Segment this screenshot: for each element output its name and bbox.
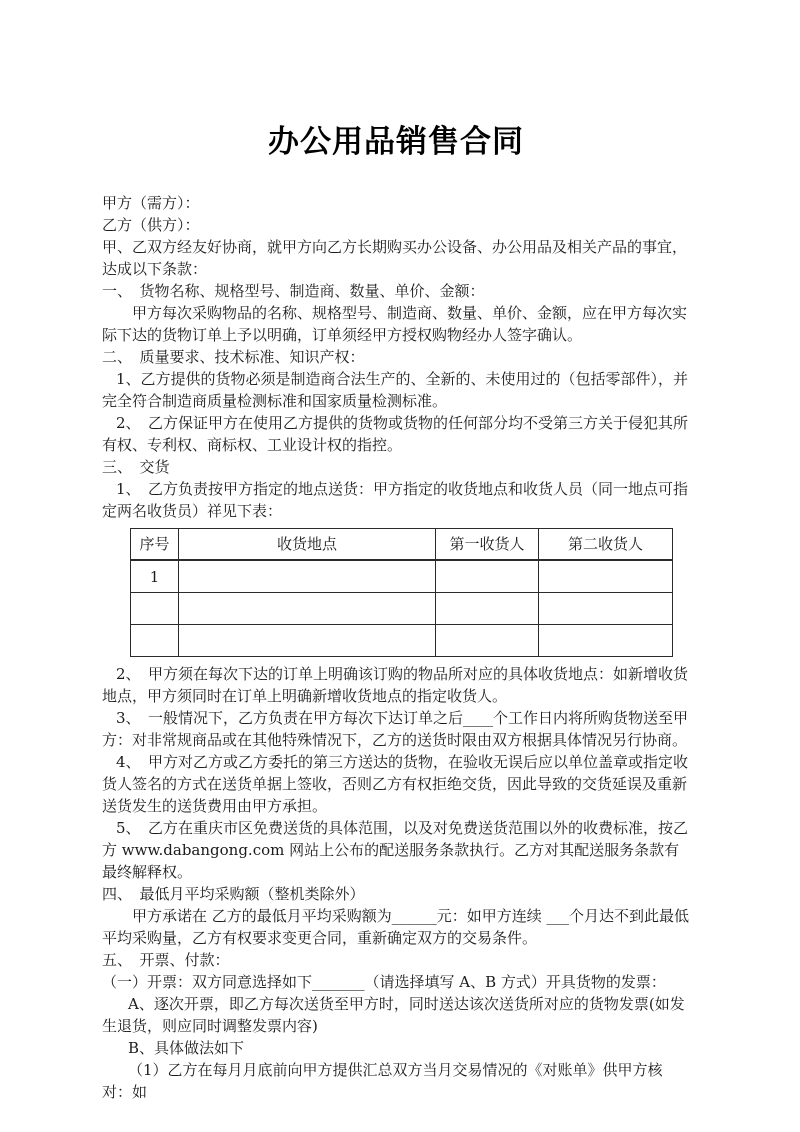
table-cell [539, 593, 673, 625]
table-cell: 1 [131, 560, 179, 593]
table-header-seq: 序号 [131, 529, 179, 561]
table-row [131, 625, 673, 657]
clause-5-invoice-intro: （一）开票：双方同意选择如下_______（请选择填写 A、B 方式）开具货物的发票： [102, 973, 666, 991]
clause-5-option-b: B、具体做法如下 [128, 1039, 245, 1057]
table-cell [131, 593, 179, 625]
clause-3-item-1: 1、 乙方负责按甲方指定的地点送货：甲方指定的收货地点和收货人员（同一地点可指定两名收货员）祥见下表： [102, 480, 689, 520]
table-cell [179, 593, 436, 625]
clause-4-heading: 四、 最低月平均采购额（整机类除外） [102, 885, 365, 903]
clause-3-item-4: 4、 甲方对乙方或乙方委托的第三方送达的货物，在验收无误后应以单位盖章或指定收货人签名的方式在送货单据上签收，否则乙方有权拒绝交货，因此导致的交货延误及重新送货发生的送货费用由甲方承担。 [102, 753, 689, 815]
clause-1-heading: 一、 货物名称、规格型号、制造商、数量、单价、金额： [102, 282, 485, 300]
clause-3-item-2: 2、 甲方须在每次下达的订单上明确该订购的物品所对应的具体收货地点：如新增收货地点，甲方须同时在订单上明确新增收货地点的指定收货人。 [102, 665, 689, 705]
table-cell [436, 625, 539, 657]
table-header-address: 收货地点 [179, 529, 436, 561]
clause-5-heading: 五、 开票、付款： [102, 951, 230, 969]
table-cell [539, 560, 673, 593]
clause-2-item-2: 2、 乙方保证甲方在使用乙方提供的货物或货物的任何部分均不受第三方关于侵犯其所有权、专利权、商标权、工业设计权的指控。 [102, 414, 689, 454]
clause-2-heading: 二、 质量要求、技术标准、知识产权： [102, 348, 365, 366]
table-cell [436, 560, 539, 593]
clause-4-body: 甲方承诺在 乙方的最低月平均采购额为______元：如甲方连续 ___个月达不到此最低平均采购量，乙方有权要求变更合同，重新确定双方的交易条件。 [102, 907, 690, 947]
clause-1-body: 甲方每次采购物品的名称、规格型号、制造商、数量、单价、金额，应在甲方每次实际下达的货物订单上予以明确，订单须经甲方授权购物经办人签字确认。 [102, 304, 688, 344]
table-cell [436, 593, 539, 625]
clause-3-item-5: 5、 乙方在重庆市区免费送货的具体范围，以及对免费送货范围以外的收费标准，按乙方 www.dabangong.com 网站上公布的配送服务条款执行。乙方对其配送服务条款有最终解释权。 [102, 819, 689, 881]
clause-2-item-1: 1、乙方提供的货物必须是制造商合法生产的、全新的、未使用过的（包括零部件），并完全符合制造商质量检测标准和国家质量检测标准。 [102, 370, 689, 410]
delivery-table-header-row [131, 529, 673, 561]
party-a-line: 甲方（需方）： [102, 194, 200, 212]
clause-5-option-a: A、逐次开票，即乙方每次送货至甲方时，同时送达该次送货所对应的货物发票(如发生退货，则应同时调整发票内容) [102, 995, 685, 1035]
table-cell [539, 625, 673, 657]
delivery-table [130, 528, 673, 657]
table-cell [179, 560, 436, 593]
clause-3-heading: 三、 交货 [102, 458, 170, 476]
table-row [131, 560, 673, 593]
clause-5-option-b-item-1: （1）乙方在每月月底前向甲方提供汇总双方当月交易情况的《对账单》供甲方核对：如 [102, 1061, 663, 1101]
table-cell [179, 625, 436, 657]
clause-3-item-3: 3、 一般情况下，乙方负责在甲方每次下达订单之后____个工作日内将所购货物送至甲方：对非常规商品或在其他特殊情况下，乙方的送货时限由双方根据具体情况另行协商。 [102, 709, 689, 749]
table-cell [131, 625, 179, 657]
table-header-receiver1: 第一收货人 [436, 529, 539, 561]
party-b-line: 乙方（供方）： [102, 216, 200, 234]
preamble: 甲、乙双方经友好协商，就甲方向乙方长期购买办公设备、办公用品及相关产品的事宜，达成以下条款： [102, 238, 688, 278]
table-row [131, 593, 673, 625]
table-header-receiver2: 第二收货人 [539, 529, 673, 561]
document-title: 办公用品销售合同 [268, 124, 524, 160]
